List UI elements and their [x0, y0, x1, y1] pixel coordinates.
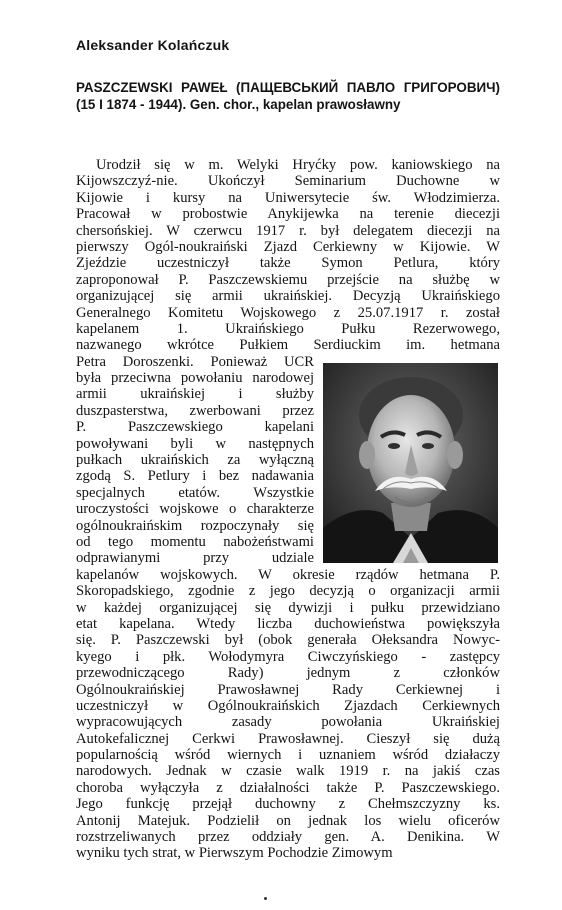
body-line: Pracował w probostwie Anykijewka na terenie diecezji [76, 206, 500, 223]
body-line: się. P. Paszczewski był (obok generała Ołeksandra Nowyc- [76, 632, 500, 649]
author-name: Aleksander Kolańczuk [76, 37, 230, 53]
entry-heading: PASZCZEWSKI PAWEŁ (ПАЩЕВСЬКИЙ ПАВЛО ГРИГОРОВИЧ) (15 I 1874 - 1944). Gen. chor., kapelan prawosławny [76, 80, 500, 112]
body-line: nazwanego wkrótce Pułkiem Serdiuckim im. hetmana [76, 337, 500, 354]
body-line: ogólnoukraińskim rozpoczynały się [76, 517, 314, 534]
body-line: Kijowie i kursy na Uniwersytecie św. Włodzimierza. [76, 189, 500, 206]
body-line: była przeciwna powołaniu narodowej [76, 370, 314, 387]
body-line: od tego momentu nabożeństwami [76, 533, 314, 550]
body-line: Generalnego Komitetu Wojskowego z 25.07.1917 r. został [76, 304, 500, 321]
body-line: kapelanów wojskowych. W okresie rządów hetmana P. [76, 566, 500, 583]
body-line: wyniku tych strat, w Pierwszym Pochodzie Zimowym [76, 845, 393, 862]
body-line: etat kapelana. Wtedy liczba duchowieństwa powiększyła [76, 615, 500, 632]
body-line: Ogólnoukraińskiej Prawosławnej Rady Cerkiewnej i [76, 681, 500, 698]
body-line: odprawianymi przy udziale [76, 550, 314, 567]
body-line: Autokefalicznej Cerkwi Prawosławnej. Cieszył się dużą [76, 730, 500, 747]
body-line: narodowych. Jednak w czasie walk 1919 r. na jakiś czas [76, 763, 500, 780]
body-line: pułkach ukraińskich za wyłączną [76, 452, 314, 469]
body-line: Skoropadskiego, zgodnie z jego decyzją o organizacji armii [76, 583, 500, 600]
body-line: specjalnych etatów. Wszystkie [76, 484, 314, 501]
body-line: uczestniczył w Ogólnoukraińskich Zjazdach Cerkiewnych [76, 697, 500, 714]
body-line: pierwszy Ogól-noukraiński Zjazd Cerkiewny w Kijowie. W [76, 238, 500, 255]
body-line: Petra Doroszenki. Ponieważ UCR [76, 353, 314, 370]
page-dot [264, 897, 267, 900]
body-line: uroczystości wojskowe o charakterze [76, 501, 314, 518]
body-line: chersońskiej. W czerwcu 1917 r. był delegatem diecezji na [76, 222, 500, 239]
body-line: rozstrzeliwanych przez oddziały gen. A. Denikina. W [76, 829, 500, 846]
body-line: wypracowujących zasady powołania Ukraińskiej [76, 714, 500, 731]
body-line: zgodą S. Petlury i bez nadawania [76, 468, 314, 485]
body-line: duszpasterstwa, zwerbowani przez [76, 402, 314, 419]
body-line: Antonij Matejuk. Podzielił on jednak los wielu oficerów [76, 812, 500, 829]
body-line: armii ukraińskiej i służby [76, 386, 314, 403]
body-line: zaproponował P. Paszczewskiemu przejście na służbę w [76, 271, 500, 288]
body-line: Zjeździe uczestniczył także Symon Petlura, który [76, 255, 500, 272]
body-line: choroba wyłączyła z działalności także P. Paszczewskiego. [76, 779, 500, 796]
body-line: kyego i płk. Wołodymyra Ciwczyńskiego - zastępcy [76, 648, 500, 665]
body-line: w każdej organizującej się dywizji i pułku przewidziano [76, 599, 500, 616]
portrait-photo [323, 363, 498, 563]
body-line: powoływani byli w następnych [76, 435, 314, 452]
body-line: kapelanem 1. Ukraińskiego Pułku Rezerwowego, [76, 320, 500, 337]
body-line: P. Paszczewskiego kapelani [76, 419, 314, 436]
body-line: Jego funkcję przejął duchowny z Chełmszczyzny ks. [76, 796, 500, 813]
body-line: popularnością wśród wiernych i uznaniem wśród działaczy [76, 747, 500, 764]
body-line: organizującej się armii ukraińskiej. Decyzją Ukraińskiego [76, 288, 500, 305]
body-line: Kijowszczyź-nie. Ukończył Seminarium Duchowne w [76, 173, 500, 190]
body-line: przewodniczącego Rady) jednym z członków [76, 665, 500, 682]
body-line: Urodził się w m. Welyki Hryćky pow. kaniowskiego na [96, 157, 500, 173]
